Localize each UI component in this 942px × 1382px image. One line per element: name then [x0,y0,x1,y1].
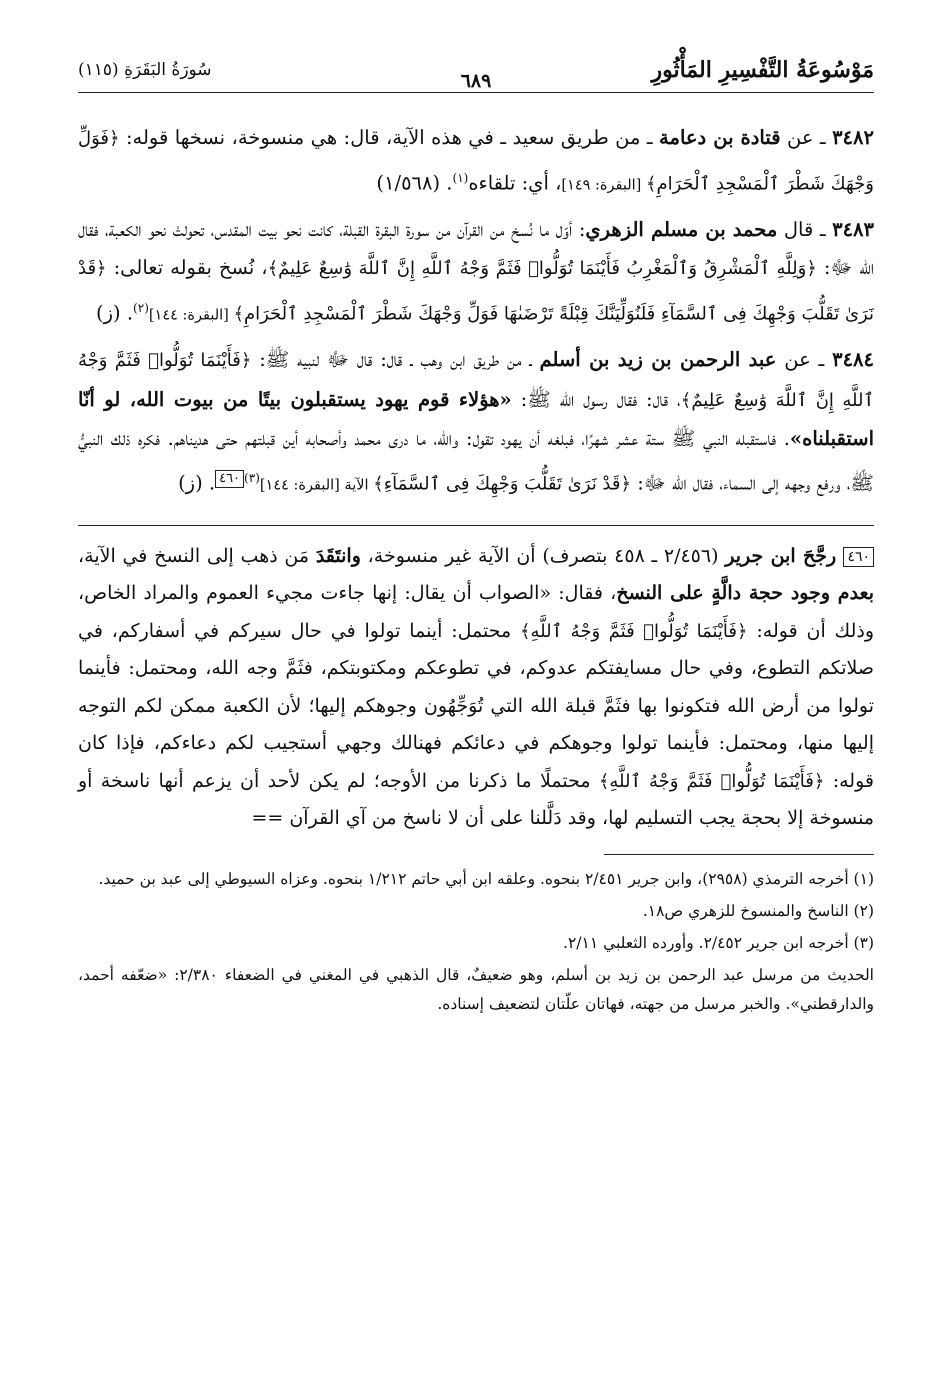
quran-verse: ﴿فَأَيْنَمَا تُوَلُّوا۟ فَثَمَّ وَجْهُ ٱللَّهِ﴾ [519,620,748,642]
quran-verse: ﴿قَدْ نَرَىٰ تَقَلُّبَ وَجْهِكَ فِى ٱلسَّمَآءِ فَلَنُوَلِّيَنَّكَ قِبْلَةً تَرْضَىٰهَا فَوَلِّ وَجْهَكَ شَطْرَ ٱلْمَسْجِدِ ٱلْحَرَامِ﴾ [78,258,874,325]
quran-verse: ﴿قَدْ نَرَىٰ تَقَلُّبَ وَجْهِكَ فِى ٱلسَّمَآءِ﴾ [373,473,632,495]
commentary-number: ٤٦٠ [843,547,874,567]
volume-reference: . (ز) [178,471,216,495]
entry-number: ٣٤٨٢ [832,126,874,149]
narrator-name: محمد بن مسلم الزهري [585,217,778,241]
footnote-1: (١) أخرجه الترمذي (٢٩٥٨)، وابن جرير ٢/٤٥١ بنحوه. وعلقه ابن أبي حاتم ١/٢١٢ بنحوه. وعزاه السيوطي إلى عبد بن حميد. [98,869,874,888]
footnote-marker[interactable]: (٣) [244,470,260,485]
text: ، أي: تلقاءه [468,171,562,195]
volume-reference: . (ز) [96,301,134,325]
emphasis: بعدم وجود حجة دالَّةٍ على النسخ [616,582,874,605]
footnote-marker[interactable]: (٢) [133,300,149,315]
emphasis: وانتَقَدَ [315,544,361,567]
quran-verse: ﴿فَأَيْنَمَا تُوَلُّوا۟ فَثَمَّ وَجْهُ ٱللَّهِ﴾ [598,770,825,792]
text: : أوّل ما نُسخ من القرآن من سورة البقرة القبلة، كانت نحو بيت المقدس، تحولتْ نحو الكعبة، فقال الله ﷻ: [78,217,874,280]
entry-number: ٣٤٨٤ [832,347,874,371]
entry-3482 [78,119,874,205]
verse-reference: [البقرة: ١٤٩] [561,177,646,194]
text: . فاستقبله النبي ﷺ ستة عشر شهرًا، فبلغه أن يهود تقول: والله، ما درى محمد وأصحابه أين قبلتهم حتى هديناهم. فكره ذلك النبيُّ ﷺ، ورفع وجهه إلى السماء، فقال الله ﷻ: [78,427,874,495]
text: ، قال: فقال رسول الله ﷺ: [511,387,681,411]
narrator-name: قتادة بن دعامة [659,126,781,149]
text: ، نُسخ بقوله تعالى: [106,256,268,280]
text: ـ عن [776,347,833,371]
main-text [78,119,874,505]
page-number: ٦٨٩ [451,70,502,92]
entry-3483 [78,211,874,335]
surah-label: سُورَةُ البَقَرَةِ (١١٥) [78,60,212,80]
entry-3484 [78,341,874,505]
text: مَن ذهب إلى النسخ في الآية، [78,544,316,567]
text: ـ من طريق ابن وهب ـ قال: قال ﷻ لنبيه ﷺ: [251,347,540,371]
page-header [78,48,874,93]
quran-verse: ﴿فَأَيْنَمَا تُوَلُّوا۟ فَثَمَّ وَجْهُ ٱللَّهِ إِنَّ ٱللَّهَ وَٰسِعٌ عَلِيمٌ﴾ [78,349,874,411]
quran-verse: ﴿فَوَلِّ وَجْهَكَ شَطْرَ ٱلْمَسْجِدِ ٱلْحَرَامِ﴾ [78,128,874,195]
commentary [78,538,874,838]
text: ـ من طريق سعيد ـ في هذه الآية، قال: هي منسوخة، نسخها قوله: [119,126,660,149]
hadith-quote: «هؤلاء قوم يهود يستقبلون بيتًا من بيوت الله، لو أنّا استقبلناه» [78,387,874,451]
footnote-marker[interactable]: (١) [452,170,469,185]
verse-reference: الآية [البقرة: ١٤٤] [259,477,374,494]
text: محتملًا ما ذكرنا من الأوجه؛ لم يكن لأحد أن يزعم أنها ناسخة أو منسوخة إلا بحجة يجب التسليم لها، وقد دَلَّلنا على أن لا ناسخ من آي القرآن == [78,769,874,830]
footnote-3-continued: الحديث من مرسل عبد الرحمن بن زيد بن أسلم، وهو ضعيفٌ، قال الذهبي في المغني في الضعفاء ٢/٣٨٠: «ضعّفه أحمد، والدارقطني». والخبر مرسل من جهته، فهاتان علّتان لتضعيف إسناده. [78,965,874,1013]
verse-reference: [البقرة: ١٤٤] [148,307,234,324]
footnote-3: (٣) أخرجه ابن جرير ٢/٤٥٢. وأورده الثعلبي ٢/١١. [563,933,874,952]
volume-reference: . (١/٥٦٨) [376,171,453,195]
footnotes [78,865,874,1019]
text: ، فقال: «الصواب أن يقال: إنها جاءت مجيء العموم والمراد الخاص، وذلك أن قوله: [78,582,874,642]
text: محتمل: أينما تولوا في حال سيركم في أسفاركم، في صلاتكم التطوع، وفي حال مسايفتكم عدوكم، في تطوعكم ومكتوبتكم، فثَمَّ وجه الله، ومحتمل: فأينما تولوا من أرض الله فتكونوا بها فثَمَّ قبلة الله التي تُوَجِّهُون وجوهكم إليها؛ لأن الكعبة ممكن لكم التوجه إليها منها، ومحتمل: فأينما تولوا وجوهكم في دعائكم فهنالك وجهي أستجيب لكم دعاءكم، فإذا كان قوله: [78,619,874,792]
section-divider [78,525,874,526]
footnote-divider [604,854,874,855]
commentary-box-marker[interactable]: ٤٦٠ [215,470,244,488]
page [78,48,874,1022]
book-title: مَوْسُوعَةُ التَّفْسِيرِ المَأْثُورِ [651,57,874,83]
commentary-author: رجَّحَ ابن جرير [725,544,844,567]
text: ـ قال [777,217,833,241]
footnote-2: (٢) الناسخ والمنسوخ للزهري ص١٨. [642,901,874,920]
text: (٢/٤٥٦ ـ ٤٥٨ بتصرف) أن الآية غير منسوخة، [360,544,726,567]
narrator-name: عبد الرحمن بن زيد بن أسلم [539,347,777,371]
entry-number: ٣٤٨٣ [832,217,874,241]
quran-verse: ﴿وَلِلَّهِ ٱلْمَشْرِقُ وَٱلْمَغْرِبُ فَأَيْنَمَا تُوَلُّوا۟ فَثَمَّ وَجْهُ ٱللَّهِ إِنَّ ٱللَّهَ وَٰسِعٌ عَلِيمٌ﴾ [267,258,817,280]
text: ـ عن [780,126,833,149]
